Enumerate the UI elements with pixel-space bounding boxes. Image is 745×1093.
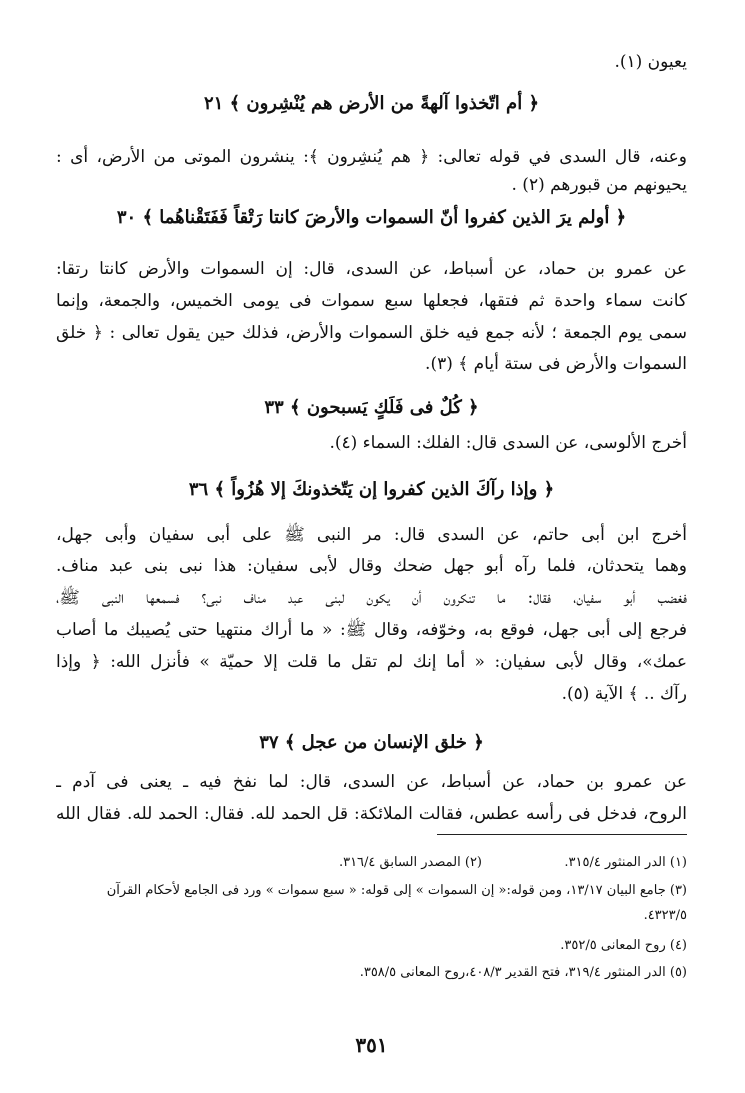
verse-heading-30: ﴿ أولم يرَ الذين كفروا أنّ السموات والأرضَ كانتا رَتْقاً فَفَتَقْناهُما ﴾ ٣٠ [116, 207, 627, 228]
text-line: عن عمرو بن حماد، عن أسباط، عن السدى، قال: إن السموات والأرض كانتا رتقا: [56, 259, 687, 279]
text-line: السموات والأرض فى ستة أيام ﴾ (٣). [425, 354, 687, 374]
verse-heading-21: ﴿ أم اتّخذوا آلهةً من الأرض هم يُنْشِرون ﴾ ٢١ [203, 93, 540, 114]
footnote-3: (٣) جامع البيان ١٣/١٧، ومن قوله:« إن السموات » إلى قوله: « سبع سموات » ورد فى الجامع لأحكام القرآن [106, 883, 687, 898]
text-line: فغضب أبو سفيان، فقال: ما تنكرون أن يكون لبنى عبد مناف نبى؟ فسمعها النبى ﷺ، [56, 588, 687, 608]
text-line: يحيونهم من قبورهم (٢) . [511, 175, 687, 195]
text-line: فرجع إلى أبى جهل، فوقع به، وخوّفه، وقال ﷺ: « ما أراك منتهيا حتى يُصيبك ما أصاب [56, 620, 687, 640]
verse-heading-37: ﴿ خلق الإنسان من عجل ﴾ ٣٧ [259, 732, 484, 753]
footnote-3-continued: ٤٣٢٣/٥. [643, 908, 687, 923]
verse-heading-33: ﴿ كُلٌ فى فَلَكٍ يَسبحون ﴾ ٣٣ [264, 397, 479, 418]
text-line: وعنه، قال السدى في قوله تعالى: ﴿ هم يُنشِرون ﴾: ينشرون الموتى من الأرض، أى : [56, 147, 687, 167]
footnote-divider [437, 834, 687, 835]
text-line: كانت سماء واحدة ثم فتقها، فجعلها سبع سموات فى يومى الخميس، والجمعة، وإنما [56, 291, 687, 311]
verse-heading-36: ﴿ وإذا رآكَ الذين كفروا إن يَتّخذونكَ إلا هُزُواً ﴾ ٣٦ [188, 479, 555, 500]
footnote-line [56, 852, 687, 874]
footnote-1: (١) الدر المنثور ٣١٥/٤. [564, 855, 687, 870]
text-line: رآك .. ﴾ الآية (٥). [561, 684, 687, 704]
text-line: عن عمرو بن حماد، عن أسباط، عن السدى، قال: لما نفخ فيه ـ يعنى فى آدم ـ [56, 772, 687, 792]
footnote-4: (٤) روح المعانى ٣٥٢/٥. [560, 938, 687, 953]
footnote-5: (٥) الدر المنثور ٣١٩/٤، فتح القدير ٤٠٨/٣،روح المعانى ٣٥٨/٥. [359, 965, 687, 980]
text-line: يعيون (١). [614, 52, 687, 72]
text-line: عمك»، وقال لأبى سفيان: « أما إنك لم تقل ما قلت إلا حميّة » فأنزل الله: ﴿ وإذا [56, 652, 687, 672]
footnote-2: (٢) المصدر السابق ٣١٦/٤. [338, 855, 482, 870]
text-line: الروح، فدخل فى رأسه عطس، فقالت الملائكة: قل الحمد لله. فقال: الحمد لله. فقال الله [56, 804, 687, 824]
page-number: ٣٥١ [355, 1033, 388, 1057]
text-line: أخرج ابن أبى حاتم، عن السدى قال: مر النبى ﷺ على أبى سفيان وأبى جهل، [56, 525, 687, 545]
book-page [56, 0, 687, 1093]
text-line: وهما يتحدثان، فلما رآه أبو جهل ضحك وقال لأبى سفيان: هذا نبى بنى عبد مناف. [56, 556, 687, 576]
text-line: سمى يوم الجمعة ؛ لأنه جمع فيه خلق السموات والأرض، فذلك حين يقول تعالى : ﴿ خلق [56, 323, 687, 343]
text-line: أخرج الألوسى، عن السدى قال: الفلك: السماء (٤). [329, 433, 687, 453]
